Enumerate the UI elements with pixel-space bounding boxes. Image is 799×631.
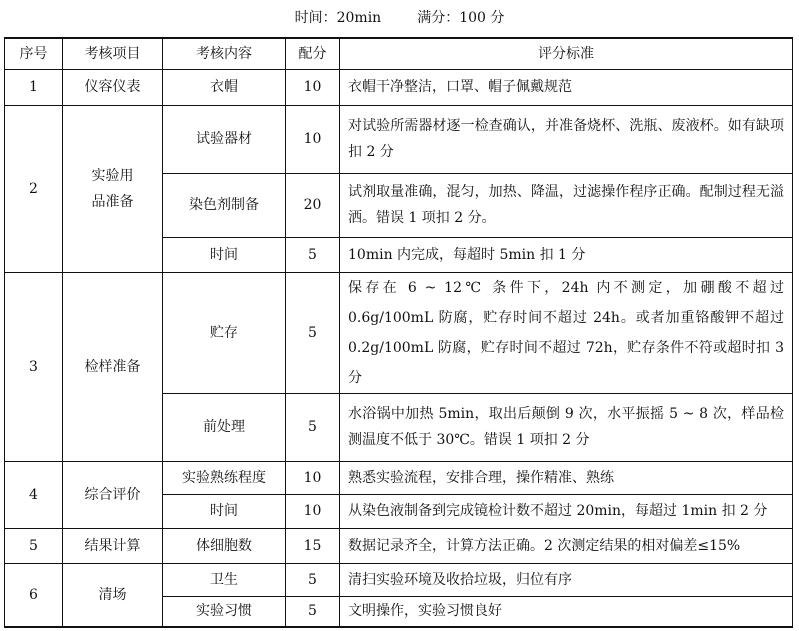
column-header-criteria: 评分标准 [340,38,793,69]
row-score: 10 [286,69,340,105]
row-num: 1 [5,69,63,105]
row-score: 10 [286,494,340,528]
time-label: 时间： [294,10,337,26]
scoring-table [4,37,793,628]
row-criteria: 从染色液制备到完成镜检计数不超过 20min，每超过 1min 扣 2 分 [340,494,793,528]
time-value: 20min [336,10,382,26]
table-row [5,563,793,596]
row-criteria: 10min 内完成，每超时 5min 扣 1 分 [340,237,793,272]
row-content: 实验习惯 [163,596,286,627]
row-content: 时间 [163,494,286,528]
row-criteria: 清扫实验环境及收拾垃圾，归位有序 [340,563,793,596]
row-num: 2 [5,105,63,272]
row-score: 15 [286,528,340,563]
row-num: 5 [5,528,63,563]
row-item: 实验用品准备 [63,105,163,272]
score-label: 满分： [417,10,460,26]
row-content: 实验熟练程度 [163,461,286,494]
row-num: 4 [5,461,63,528]
table-row [5,69,793,105]
row-score: 5 [286,596,340,627]
row-num: 6 [5,563,63,627]
row-score: 5 [286,237,340,272]
row-criteria: 熟悉实验流程，安排合理，操作精准、熟练 [340,461,793,494]
table-header-row [5,38,793,69]
row-criteria: 水浴锅中加热 5min，取出后颠倒 9 次，水平振摇 5 ~ 8 次，样品检测温度不低于 30℃。错误 1 项扣 2 分 [340,393,793,461]
exam-header [0,6,799,30]
column-header-item: 考核项目 [63,38,163,69]
row-criteria: 数据记录齐全，计算方法正确。2 次测定结果的相对偏差≤15% [340,528,793,563]
row-item: 结果计算 [63,528,163,563]
column-header-num: 序号 [5,38,63,69]
row-criteria: 文明操作，实验习惯良好 [340,596,793,627]
score-value: 100 分 [459,10,505,26]
row-content: 试验器材 [163,105,286,173]
table-row [5,272,793,393]
row-item: 仪容仪表 [63,69,163,105]
row-content: 衣帽 [163,69,286,105]
row-content: 贮存 [163,272,286,393]
row-criteria: 保存在 6 ~ 12℃ 条件下，24h 内不测定，加硼酸不超过 0.6g/100mL 防腐，贮存时间不超过 24h。或者加重铬酸钾不超过 0.2g/100mL 防腐，贮存时间不超过 72h，贮存条件不符或超时扣 3 分 [340,272,793,393]
row-score: 5 [286,272,340,393]
row-score: 20 [286,173,340,237]
row-content: 体细胞数 [163,528,286,563]
row-score: 5 [286,393,340,461]
row-score: 10 [286,461,340,494]
row-criteria: 对试验所需器材逐一检查确认，并准备烧杯、洗瓶、废液杯。如有缺项扣 2 分 [340,105,793,173]
table-row [5,528,793,563]
table-row [5,461,793,494]
row-item: 检样准备 [63,272,163,461]
row-criteria: 衣帽干净整洁，口罩、帽子佩戴规范 [340,69,793,105]
column-header-score: 配分 [286,38,340,69]
table-row [5,105,793,173]
row-content: 时间 [163,237,286,272]
row-num: 3 [5,272,63,461]
row-item: 清场 [63,563,163,627]
row-criteria: 试剂取量准确，混匀，加热、降温，过滤操作程序正确。配制过程无溢洒。错误 1 项扣 2 分。 [340,173,793,237]
row-content: 卫生 [163,563,286,596]
row-content: 前处理 [163,393,286,461]
row-score: 5 [286,563,340,596]
column-header-content: 考核内容 [163,38,286,69]
row-item: 综合评价 [63,461,163,528]
row-content: 染色剂制备 [163,173,286,237]
row-score: 10 [286,105,340,173]
